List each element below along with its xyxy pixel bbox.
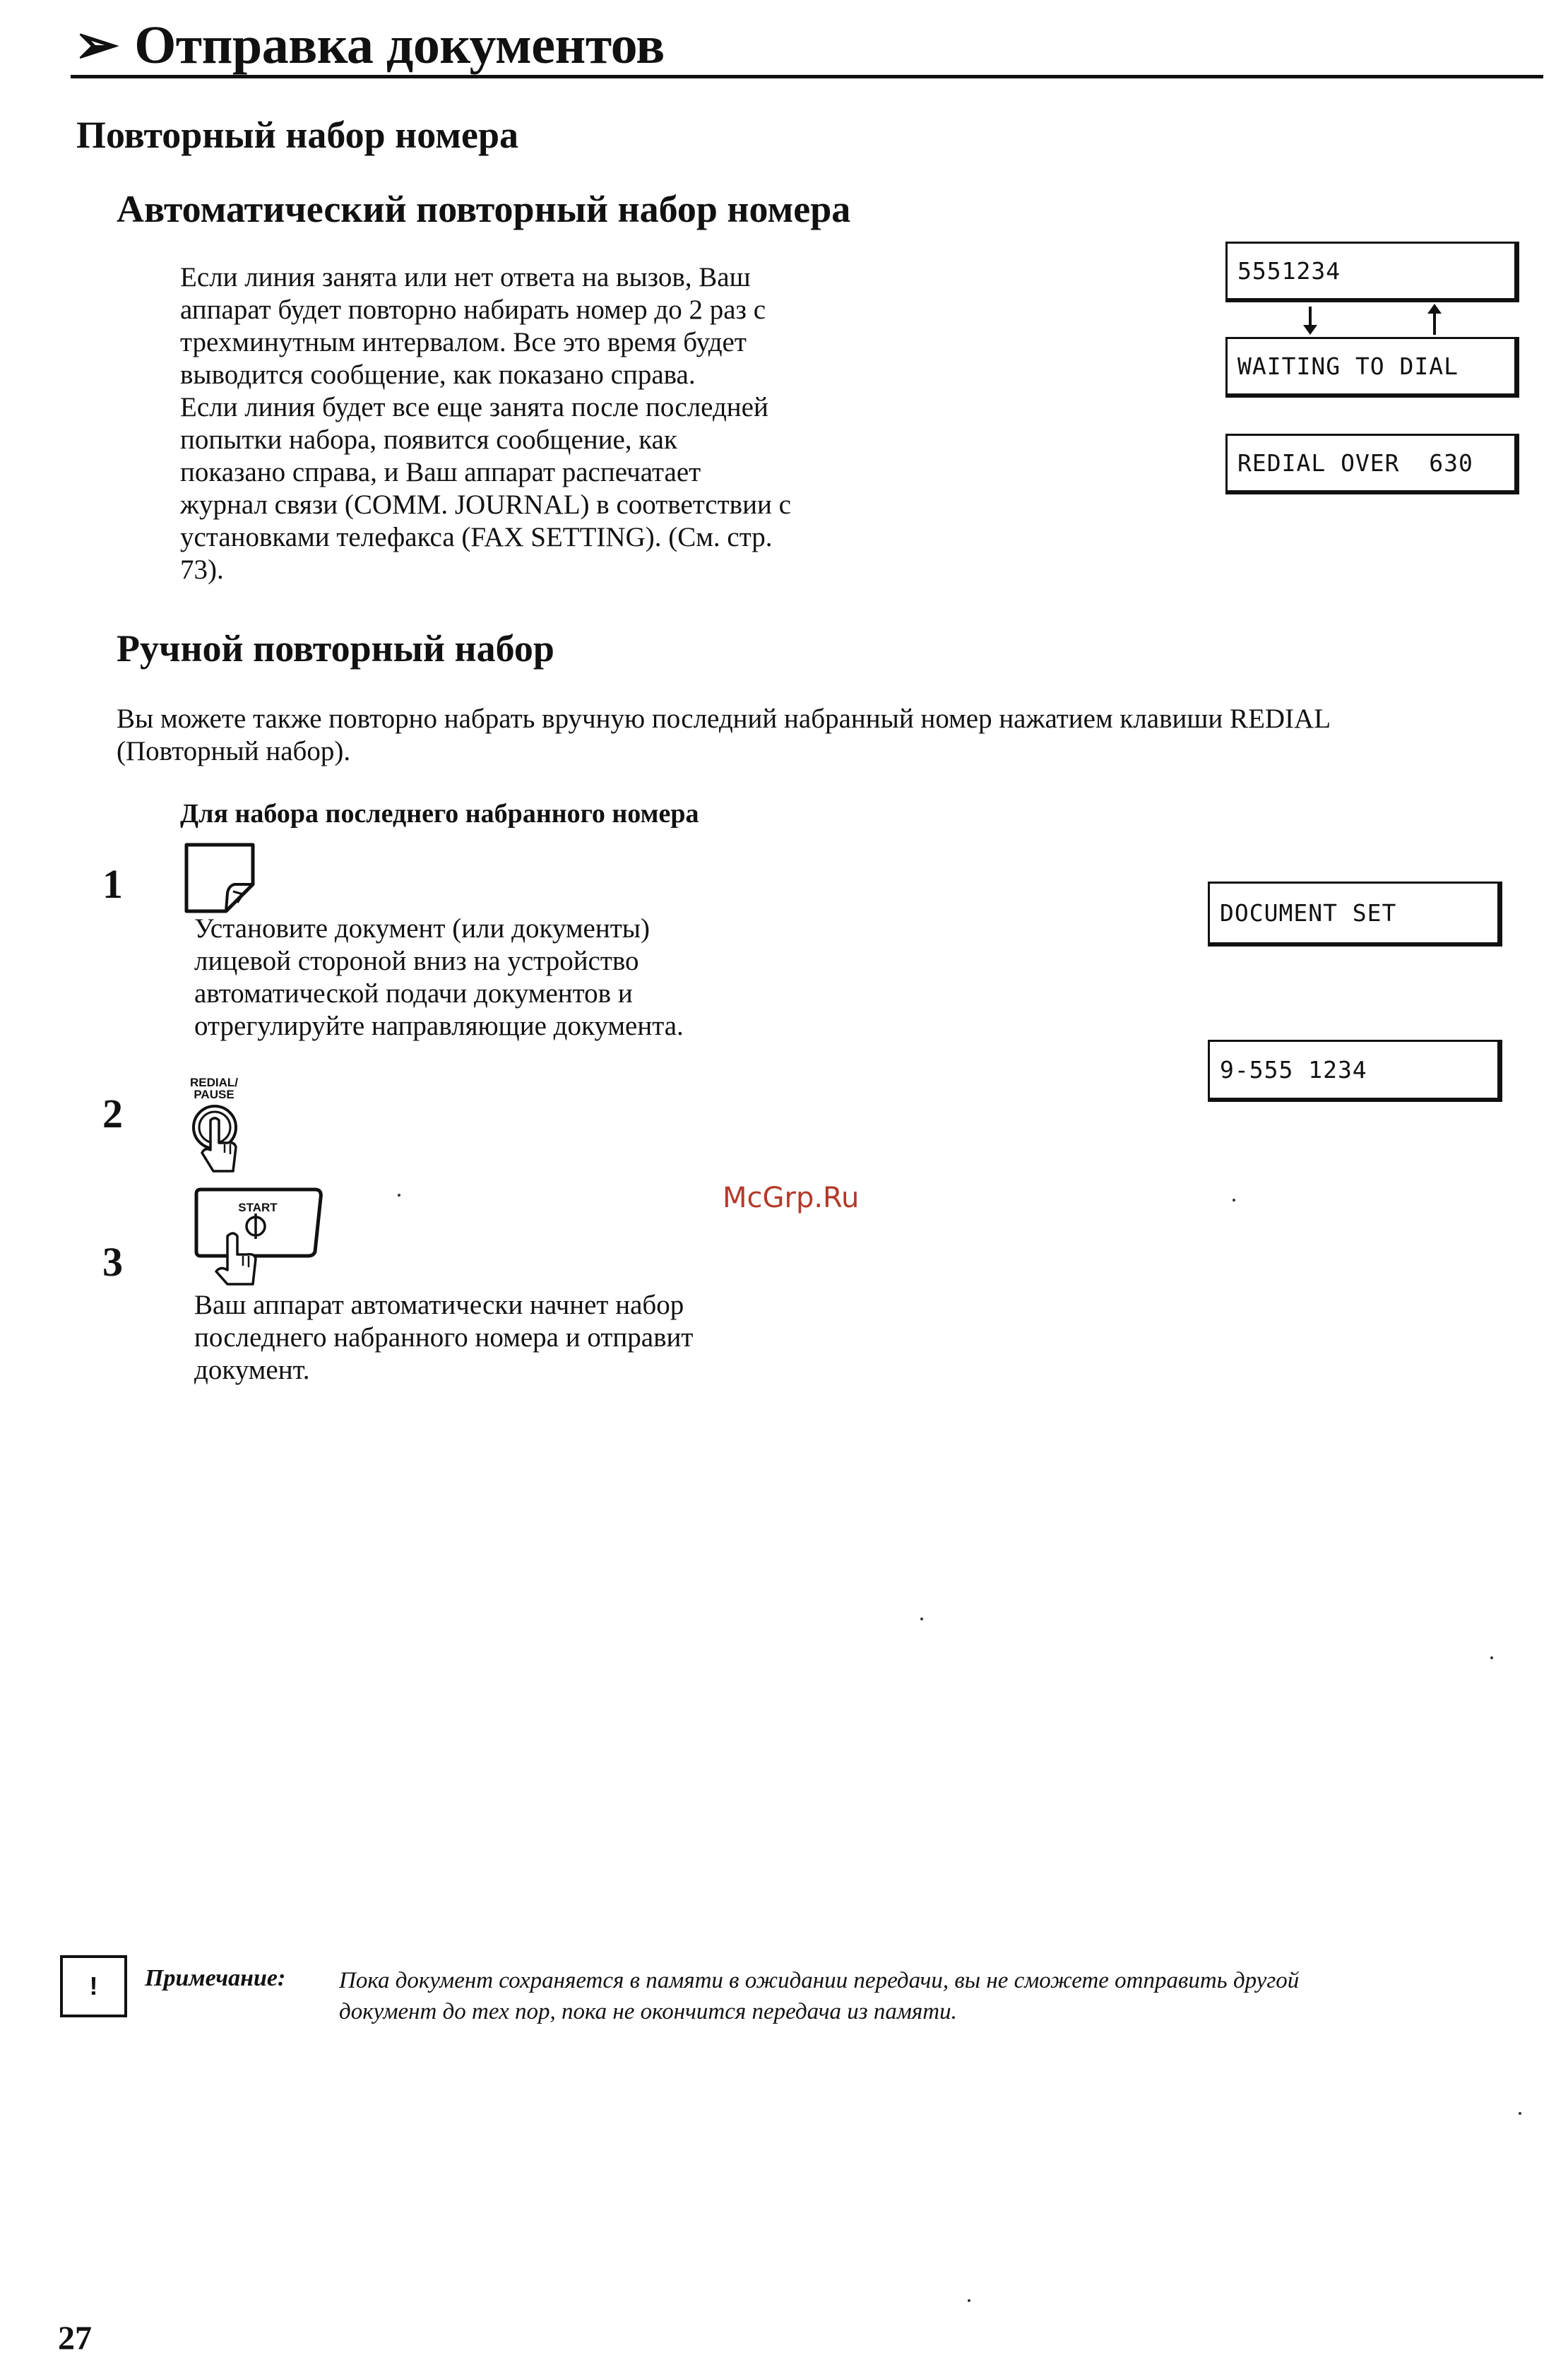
finger-press-icon [189,1100,267,1185]
note-icon: ! [60,1955,127,2017]
note-label: Примечание: [145,1965,286,1991]
text-line: отрегулируйте направляющие документа. [194,1011,684,1041]
text-line: документ. [194,1355,310,1385]
document-icon [182,841,260,918]
section-title: Повторный набор номера [76,114,519,156]
text-line: трехминутным интервалом. Все это время будет [180,327,747,357]
scan-speck [968,2299,970,2302]
scan-speck [1490,1656,1493,1659]
text-line: Вы можете также повторно набрать вручную последний набранный номер нажатием клавиши REDIAL [117,704,1331,734]
text-line: Ваш аппарат автоматически начнет набор [194,1290,684,1320]
text-line: журнал связи (COMM. JOURNAL) в соответствии с [180,490,791,520]
display-document-set: DOCUMENT SET [1208,882,1502,947]
scan-speck [1233,1199,1235,1202]
text-line: Пока документ сохраняется в памяти в ожидании передачи, вы не сможете отправить другой [339,1968,1300,1993]
scan-speck [920,1618,923,1620]
text-line: Если линия занята или нет ответа на вызов, Ваш [180,262,751,292]
arrow-icon: ➢ [74,16,119,75]
note-text [339,1965,1540,2027]
step-number: 3 [102,1239,123,1285]
text-line: Если линия будет все еще занята после последней [180,392,768,422]
redial-pause-key-icon [189,1076,267,1182]
manual-redial-text [117,703,1529,768]
step-number: 1 [102,861,123,907]
manual-redial-title: Ручной повторный набор [117,627,554,670]
text-line: автоматической подачи документов и [194,978,633,1009]
text-line: Установите документ (или документы) [194,913,650,944]
key-label-line: REDIAL/ [190,1076,238,1089]
step-number: 2 [102,1091,123,1137]
start-key-icon [191,1187,325,1286]
display-waiting-to-dial: WAITING TO DIAL [1225,337,1519,398]
text-line: установками телефакса (FAX SETTING). (См. стр. [180,522,773,552]
display-redial-over: REDIAL OVER 630 [1225,434,1519,494]
text-line: показано справа, и Ваш аппарат распечатает [180,457,701,487]
header-rule [71,75,1543,78]
auto-redial-title: Автоматический повторный набор номера [117,188,851,230]
chapter-title-text: Отправка документов [134,16,665,75]
scan-speck [398,1194,400,1197]
procedure-title: Для набора последнего набранного номера [180,799,699,829]
step-1-text [194,913,830,1043]
key-label [189,1076,239,1100]
text-line: попытки набора, появится сообщение, как [180,425,677,455]
text-line: лицевой стороной вниз на устройство [194,946,639,976]
page-number: 27 [58,2320,92,2357]
cycle-arrows-icon [1225,302,1519,338]
display-dialed-number: 9-555 1234 [1208,1040,1502,1102]
auto-redial-text [180,261,922,586]
text-line: 73). [180,554,224,585]
text-line: выводится сообщение, как показано справа. [180,360,696,390]
key-label: START [238,1201,278,1214]
chapter-title [74,13,665,76]
watermark: McGrp.Ru [723,1182,860,1214]
text-line: (Повторный набор). [117,736,351,766]
text-line: последнего набранного номера и отправит [194,1322,694,1353]
step-3-text [194,1289,830,1387]
key-label-line: PAUSE [194,1088,234,1101]
text-line: аппарат будет повторно набирать номер до 2 раз с [180,295,766,325]
scan-speck [1519,2112,1521,2115]
text-line: документ до тех пор, пока не окончится передача из памяти. [339,1999,957,2024]
display-dial-number: 5551234 [1225,242,1519,302]
